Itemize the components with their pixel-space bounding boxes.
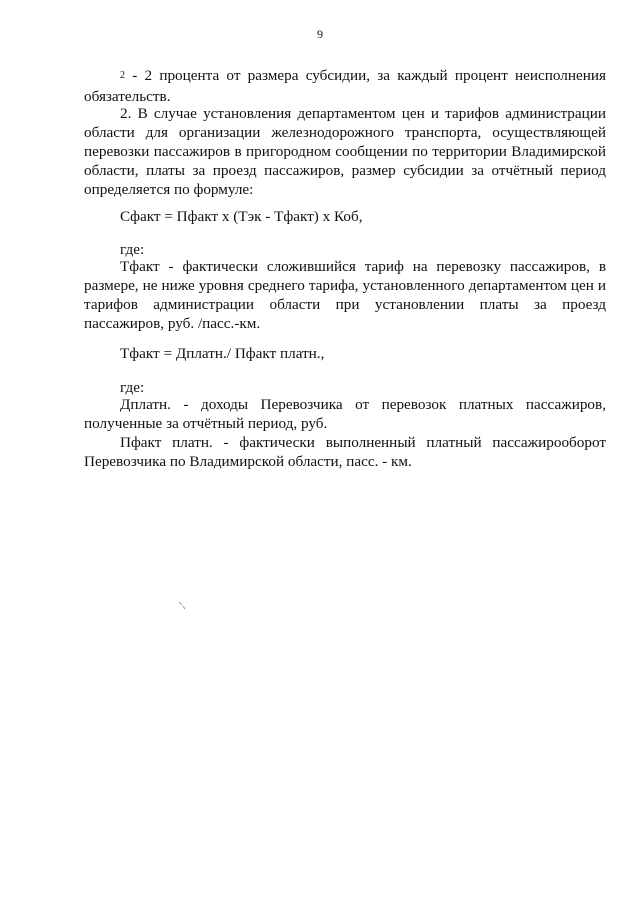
dplatn-definition: [84, 395, 606, 433]
pfakt-definition-text: Пфакт платн. - фактически выполненный платный пассажирооборот Перевозчика по Владимирской области, пасс. - км.: [84, 434, 606, 470]
dplatn-definition-text: Дплатн. - доходы Перевозчика от перевозок платных пассажиров, полученные за отчётный период, руб.: [84, 396, 606, 432]
superscript-number: 2: [120, 70, 125, 81]
page-number: 9: [317, 27, 323, 41]
formula-subsidy: Сфакт = Пфакт х (Тэк - Тфакт) х Коб,: [120, 208, 363, 225]
subsidy-penalty-paragraph: [84, 66, 606, 106]
subsidy-penalty-text: - 2 процента от размера субсидии, за каждый процент неисполнения обязательств.: [84, 67, 606, 105]
where-label-2: где:: [120, 379, 145, 396]
pfakt-definition: [84, 433, 606, 471]
clause-2-text: 2. В случае установления департаментом цен и тарифов администрации области для организации железнодорожного транспорта, осуществляющей перевозки пассажиров в пригородном сообщении по территории Владимирской области, платы за проезд пассажиров, размер субсидии за отчётный период определяется по формуле:: [84, 105, 606, 198]
formula-tariff: Тфакт = Дплатн./ Пфакт платн.,: [120, 345, 325, 362]
clause-2-paragraph: [84, 104, 606, 199]
where-label-1: где:: [120, 241, 145, 258]
tfakt-definition-text: Тфакт - фактически сложившийся тариф на перевозку пассажиров, в размере, не ниже уровня среднего тарифа, установленного департаментом цен и тарифов администрации области при установлении платы за проезд пассажиров, руб. /пасс.-км.: [84, 258, 606, 332]
tfakt-definition: [84, 257, 606, 333]
scan-speck: [178, 601, 188, 611]
